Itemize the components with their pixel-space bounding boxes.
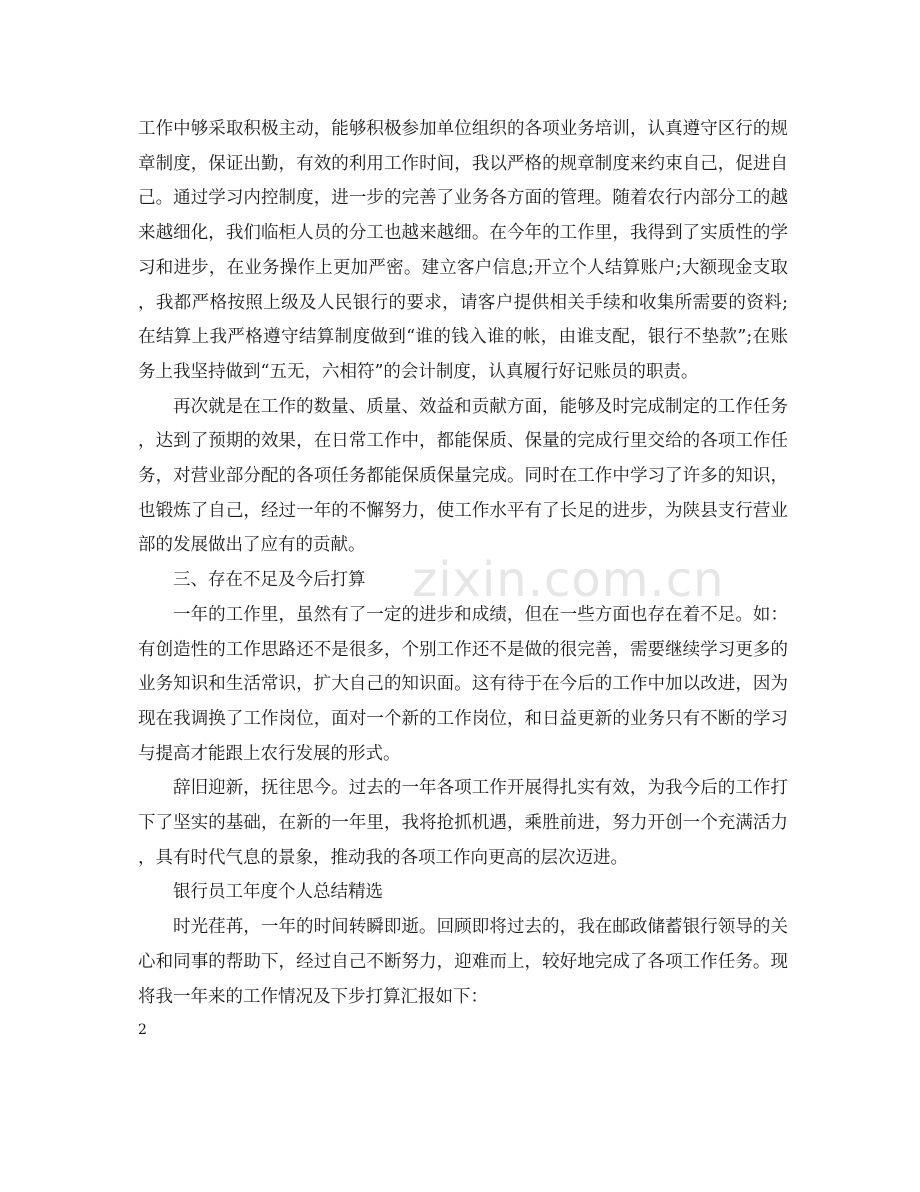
section-heading-summary: 银行员工年度个人总结精选	[173, 882, 383, 903]
watermark: zixin.com.cn	[412, 552, 725, 608]
page-number: 2	[138, 1022, 147, 1038]
paragraph-5: 时光荏苒，一年的时间转瞬即逝。回顾即将过去的，我在邮政储蓄银行领导的关心和同事的帮助下，经过自己不断努力，迎难而上，较好地完成了各项工作任务。现将我一年来的工作情况及下步打算汇报如下：	[138, 917, 788, 1007]
paragraph-4: 辞旧迎新，抚往思今。过去的一年各项工作开展得扎实有效，为我今后的工作打下了坚实的基础，在新的一年里，我将抢抓机遇，乘胜前进，努力开创一个充满活力，具有时代气息的景象，推动我的各项工作向更高的层次迈进。	[138, 778, 788, 868]
paragraph-1: 工作中够采取积极主动，能够积极参加单位组织的各项业务培训，认真遵守区行的规章制度，保证出勤，有效的利用工作时间，我以严格的规章制度来约束自己，促进自己。通过学习内控制度，进一步的完善了业务各方面的管理。随着农行内部分工的越来越细化，我们临柜人员的分工也越来越细。在今年的工作里，我得到了实质性的学习和进步，在业务操作上更加严密。建立客户信息;开立个人结算账户;大额现金支取，我都严格按照上级及人民银行的要求，请客户提供相关手续和收集所需要的资料;在结算上我严格遵守结算制度做到“谁的钱入谁的帐，由谁支配，银行不垫款”;在账务上我坚持做到“五无，六相符”的会计制度，认真履行好记账员的职责。	[138, 119, 788, 382]
document-body	[138, 112, 788, 1014]
section-heading-shortcomings: 三、存在不足及今后打算	[173, 570, 366, 591]
paragraph-3: 一年的工作里，虽然有了一定的进步和成绩，但在一些方面也存在着不足。如：有创造性的工作思路还不是很多，个别工作还不是做的很完善，需要继续学习更多的业务知识和生活常识，扩大自己的知识面。这有待于在今后的工作中加以改进，因为现在我调换了工作岗位，面对一个新的工作岗位，和日益更新的业务只有不断的学习与提高才能跟上农行发展的形式。	[138, 604, 788, 764]
paragraph-2: 再次就是在工作的数量、质量、效益和贡献方面，能够及时完成制定的工作任务，达到了预期的效果，在日常工作中，都能保质、保量的完成行里交给的各项工作任务，对营业部分配的各项任务都能保质保量完成。同时在工作中学习了许多的知识，也锻炼了自己，经过一年的不懈努力，使工作水平有了长足的进步，为陕县支行营业部的发展做出了应有的贡献。	[138, 396, 788, 556]
